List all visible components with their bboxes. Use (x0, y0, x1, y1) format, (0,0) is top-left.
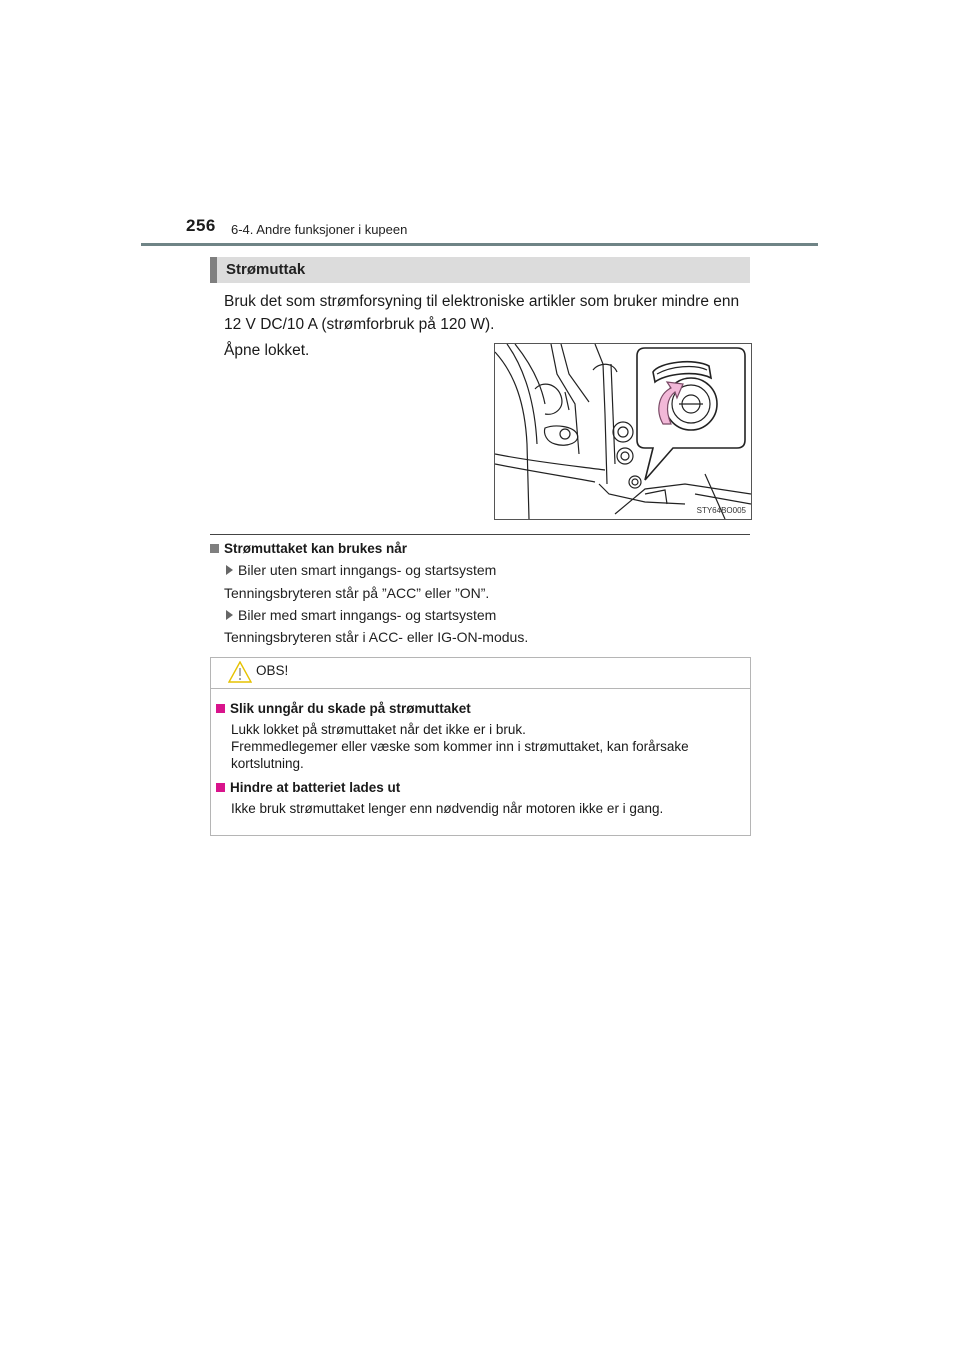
condition-line-2 (226, 607, 496, 623)
header-rule (141, 243, 818, 246)
warning-triangle-icon (228, 661, 252, 683)
caution-text-1: Lukk lokket på strømuttaket når det ikke er i bruk. Fremmedlegemer eller væske som kommer inn i strømuttaket, kan forårsake kortslutning. (231, 722, 689, 771)
figure-code: STY64BO005 (696, 506, 746, 515)
condition-text: Biler med smart inngangs- og startsystem (238, 607, 497, 623)
intro-paragraph: Bruk det som strømforsyning til elektroniske artikler som bruker mindre enn 12 V DC/10 A (strømforbruk på 120 W). (224, 293, 740, 333)
caution-label: OBS! (256, 663, 289, 678)
caution-heading-text: Hindre at batteriet lades ut (230, 780, 401, 795)
pink-square-bullet-icon (216, 783, 225, 792)
section-divider (210, 534, 750, 535)
square-bullet-icon (210, 544, 219, 553)
caution-box (210, 657, 751, 836)
info-heading (210, 541, 407, 556)
condition-line-1 (226, 562, 496, 578)
pink-square-bullet-icon (216, 704, 225, 713)
condition-text: Biler uten smart inngangs- og startsystem (238, 562, 497, 578)
caution-heading-text: Slik unngår du skade på strømuttaket (230, 701, 471, 716)
section-bar-marker (210, 257, 217, 283)
chapter-title: 6-4. Andre funksjoner i kupeen (231, 222, 408, 237)
detail-line-2: Tenningsbryteren står i ACC- eller IG-ON-modus. (224, 629, 529, 645)
detail-line-1: Tenningsbryteren står på ”ACC” eller ”ON”. (224, 585, 490, 601)
caution-text-2: Ikke bruk strømuttaket lenger enn nødvendig når motoren ikke er i gang. (231, 801, 664, 816)
page-number: 256 (186, 216, 216, 235)
power-outlet-illustration (494, 343, 752, 520)
caution-heading-2 (216, 780, 400, 795)
step-open-lid: Åpne lokket. (224, 342, 310, 359)
caution-heading-1 (216, 701, 471, 716)
caution-header (211, 658, 750, 689)
section-title-bar (210, 257, 750, 283)
triangle-bullet-icon (226, 565, 233, 575)
section-title: Strømuttak (226, 261, 306, 278)
triangle-bullet-icon (226, 610, 233, 620)
info-heading-text: Strømuttaket kan brukes når (224, 541, 408, 556)
